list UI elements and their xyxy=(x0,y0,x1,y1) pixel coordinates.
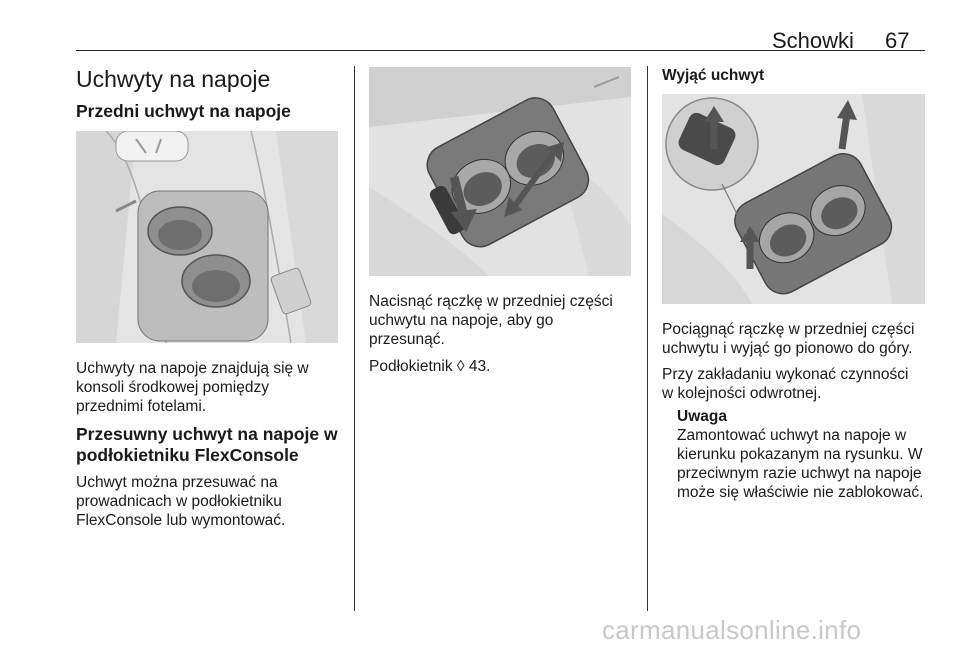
text-line: może się właściwie nie zablokować. xyxy=(677,484,924,501)
text-line: FlexConsole lub wymontować. xyxy=(76,512,286,529)
text-line: przednimi fotelami. xyxy=(76,398,207,415)
section-heading: Uchwyty na napoje xyxy=(76,66,271,92)
note-title: Uwaga xyxy=(677,408,727,425)
text-line: Zamontować uchwyt na napoje w xyxy=(677,427,907,444)
text-line: konsoli środkowej pomiędzy xyxy=(76,379,269,396)
text-line: w kolejności odwrotnej. xyxy=(662,385,822,402)
text-line: Nacisnąć rączkę w przedniej części xyxy=(369,293,613,310)
armrest-page-reference[interactable]: Podłokietnik ◊ 43. xyxy=(369,358,491,375)
subheading-front-holder: Przedni uchwyt na napoje xyxy=(76,101,291,121)
text-line: Przy zakładaniu wykonać czynności xyxy=(662,366,909,383)
remove-cupholder-illustration xyxy=(662,94,925,304)
running-header-section: Schowki xyxy=(772,28,854,53)
text-line: przeciwnym razie uchwyt na napoje xyxy=(677,465,922,482)
subheading-remove-holder: Wyjąć uchwyt xyxy=(662,67,765,84)
watermark: carmanualsonline.info xyxy=(602,615,862,645)
text-line: Pociągnąć rączkę w przedniej części xyxy=(662,321,915,338)
slide-cupholder-illustration xyxy=(369,67,631,276)
text-line: Uchwyty na napoje znajdują się w xyxy=(76,360,309,377)
text-line: prowadnicach w podłokietniku xyxy=(76,493,282,510)
column-divider-2 xyxy=(647,66,648,611)
page-number: 67 xyxy=(885,28,910,53)
text-line: kierunku pokazanym na rysunku. W xyxy=(677,446,923,463)
heading-line: Przesuwny uchwyt na napoje w xyxy=(76,424,338,444)
text-line: przesunąć. xyxy=(369,331,445,348)
column-divider-1 xyxy=(354,66,355,611)
heading-line: podłokietniku FlexConsole xyxy=(76,445,299,465)
text-line: uchwytu na napoje, aby go xyxy=(369,312,554,329)
text-line: Uchwyt można przesuwać na xyxy=(76,474,278,491)
front-cupholder-illustration xyxy=(76,131,338,343)
text-line: uchwytu i wyjąć go pionowo do góry. xyxy=(662,340,913,357)
header-rule xyxy=(76,50,925,51)
